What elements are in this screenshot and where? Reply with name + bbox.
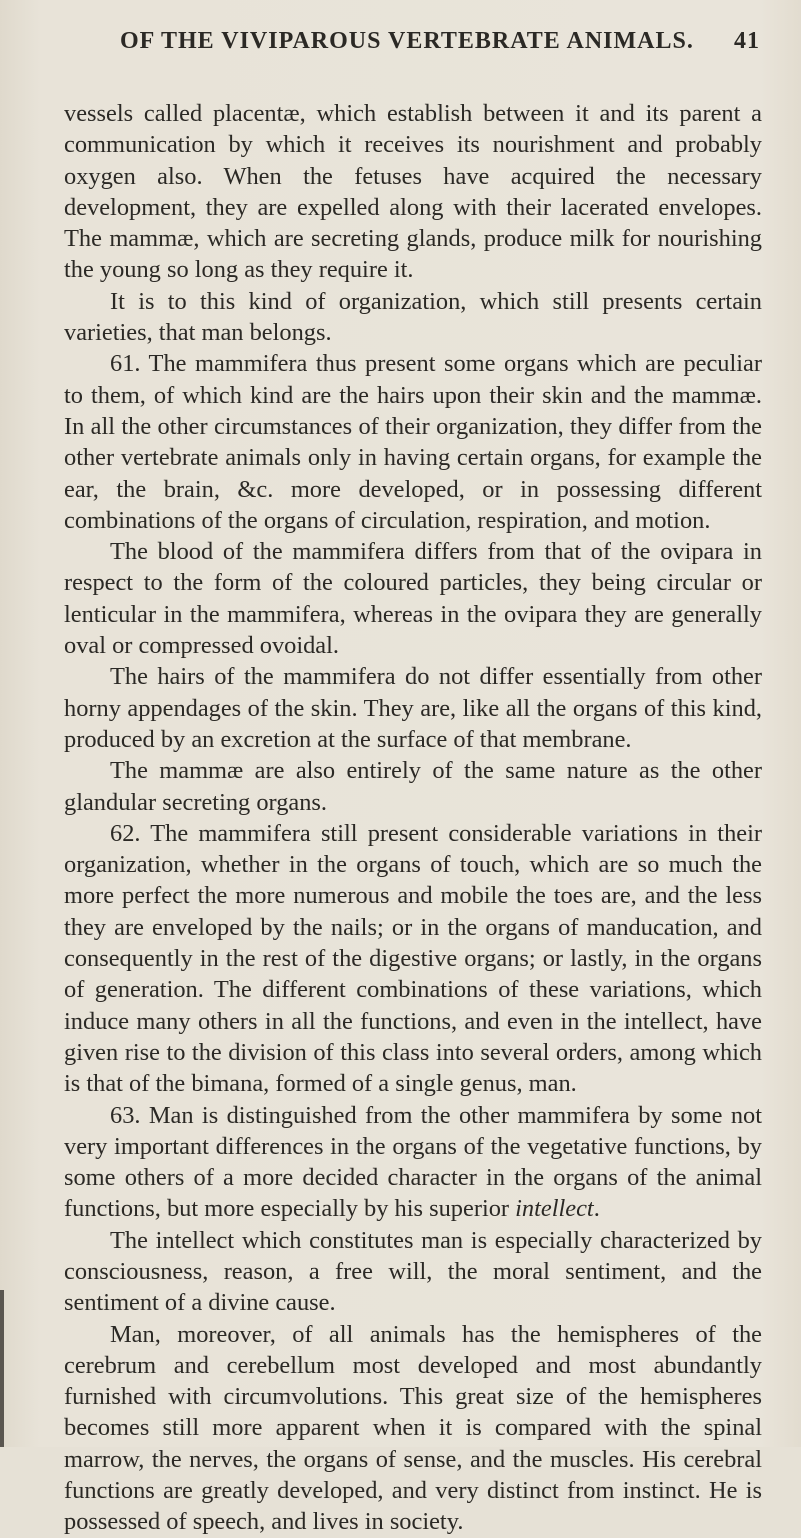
paragraph-63-text: 63. Man is distinguished from the other mammifera by some not very important differences in the organs of the vegetative functions, by some others of a more decided character in the organs of the animal functions, but more especially by his superior (64, 1101, 762, 1223)
page-number: 41 (734, 28, 760, 54)
paragraph-continued: vessels called placentæ, which establish between it and its parent a communication by which it receives its nourishment and probably oxygen also. When the fetuses have acquired the necessary development, they are expelled along with their lacerated envelopes. The mammæ, which are secreting glands, produce milk for nourishing the young so long as they require it. (64, 100, 762, 284)
paragraph: It is to this kind of organization, which still presents certain varieties, that man belongs. (64, 287, 762, 347)
paragraph: The blood of the mammifera differs from that of the ovipara in respect to the form of the coloured particles, they being circular or lenticular in the mammifera, whereas in the ovipara they are generally oval or compressed ovoidal. (64, 538, 762, 660)
running-header (120, 22, 760, 62)
body-text (64, 98, 762, 1538)
paragraph: Man, moreover, of all animals has the hemispheres of the cerebrum and cerebellum most developed and most abundantly furnished with circumvolutions. This great size of the hemispheres becomes still more apparent when it is compared with the spinal marrow, the nerves, the organs of sense, and the muscles. His cerebral functions are greatly developed, and very distinct from instinct. He is possessed of speech, and lives in society. (64, 1320, 762, 1536)
paragraph-61: 61. The mammifera thus present some organs which are peculiar to them, of which kind are the hairs upon their skin and the mammæ. In all the other circumstances of their organization, they differ from the other vertebrate animals only in having certain organs, for example the ear, the brain, &c. more developed, or in possessing different combinations of the organs of circulation, respiration, and motion. (64, 350, 762, 534)
paragraph: The hairs of the mammifera do not differ essentially from other horny appendages of the skin. They are, like all the organs of this kind, produced by an excretion at the surface of that membrane. (64, 663, 762, 753)
paragraph: The intellect which constitutes man is especially characterized by consciousness, reason, a free will, the moral sentiment, and the sentiment of a divine cause. (64, 1226, 762, 1317)
paragraph-63-end: . (593, 1195, 600, 1223)
paragraph-63-italic: intellect (515, 1195, 594, 1223)
page-edge-shadow (0, 1290, 4, 1447)
paragraph-62: 62. The mammifera still present considerable variations in their organization, whether in the organs of touch, which are so much the more perfect the more numerous and mobile the toes are, and the less they are enveloped by the nails; or in the organs of manducation, and consequently in the rest of the digestive organs; or lastly, in the organs of generation. The different combinations of these variations, which induce many others in all the functions, and even in the intellect, have given rise to the division of this class into several orders, among which is that of the bimana, formed of a single genus, man. (64, 819, 762, 1098)
running-title: OF THE VIVIPAROUS VERTEBRATE ANIMALS. (120, 28, 694, 54)
paragraph-63 (64, 1100, 762, 1225)
paragraph: The mammæ are also entirely of the same nature as the other glandular secreting organs. (64, 757, 762, 816)
